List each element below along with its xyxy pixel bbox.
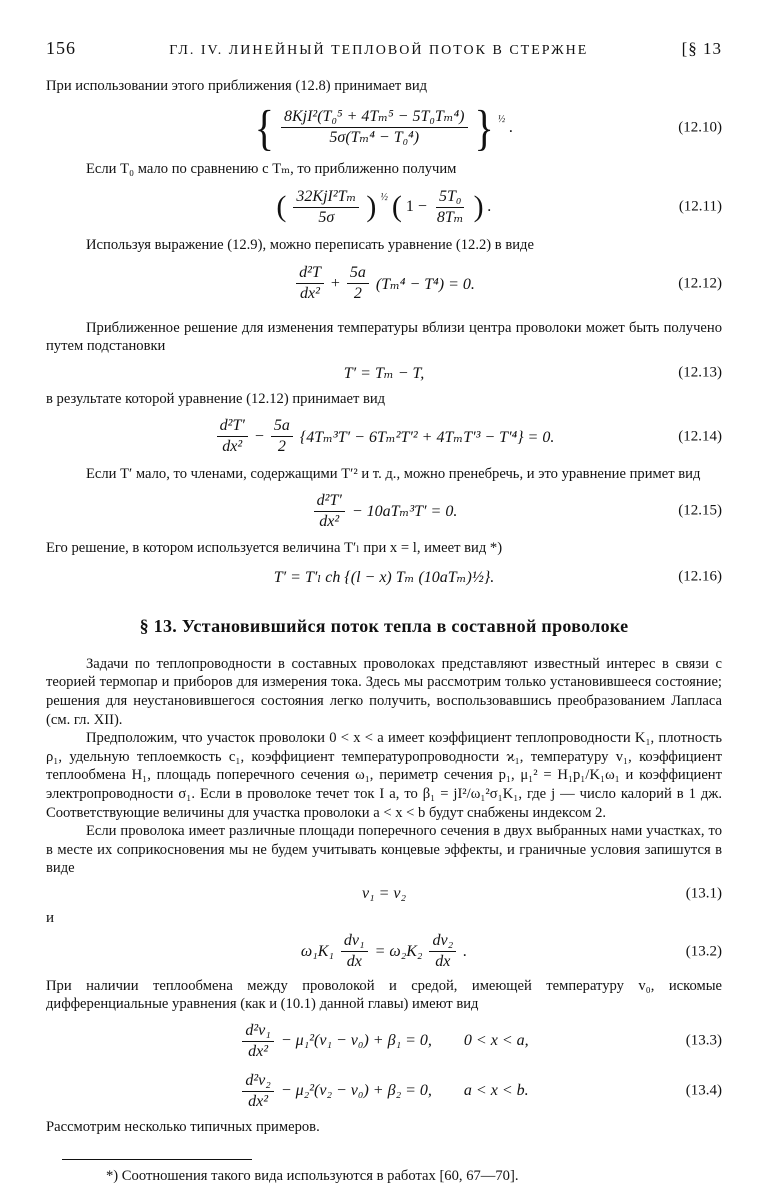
equation-12-10: { $\frac{\text{8KjI²(T₀⁵ + 4Tₘ⁵ − 5T₀Tₘ⁴)}}{\text{5σ(Tₘ⁴ − T₀⁴)}}$ } $^{\frac{1}{2}}$ . (12.10): [254, 98, 722, 156]
paragraph-8: Задачи по теплопроводности в составных проволоках представляют известный интерес в связи с теорией термопар и приборов для измерения тока. Здесь мы рассмотрим только установившееся состояние; решения для неустановившегося состояния легко получить, воспользовавшись преобразованием Лапласа (см. гл. XII).: [46, 655, 722, 728]
equation-number: (12.13): [678, 364, 722, 381]
paragraph-9: Предположим, что участок проволоки 0 < x < a имеет коэффициент теплопроводности K₁, плотность ρ₁, удельную теплоемкость c₁, коэффициент температуропроводности ϰ₁, температуру v₁, коэффициент теплообмена H₁, площадь поперечного сечения ω₁, периметр сечения p₁, μ₁² = H₁p₁/K₁ω₁ и коэффициент электропроводности σ₁. Если в проволоке течет ток I a, то β₁ = jI²/ω₁²σ₁K₁, где j — число калорий в 1 дж. Соответствующие величины для участка проволоки a < x < b будут снабжены индексом 2.: [46, 730, 722, 821]
equation-number: (12.15): [678, 502, 722, 519]
equation-12-11: ( $\frac{\text{32KjI²Tₘ}}{5\sigma}$ ) $^{\frac{1}{2}}$ ( 1 − $\frac{\text{5T₀}}{\text{8Tₘ}}$ ) . (12.11): [276, 187, 722, 226]
equation-12-15: $\frac{\text{d²T′}}{\text{dx²}}$ − 10aTₘ³T′ = 0. (12.15): [46, 487, 722, 535]
equation-number: (13.4): [685, 1082, 722, 1099]
equation-number: (12.16): [678, 568, 722, 585]
paragraph-10: Если проволока имеет различные площади поперечного сечения в двух выбранных нами участках, то в месте их соприкосновения мы не будем учитывать концевые эффекты, и граничные условия запишутся в виде: [46, 823, 722, 877]
equation-12-14: $\frac{\text{d²T′}}{\text{dx²}}$ − $\frac{5a}{2}$ {4Tₘ³T′ − 6Tₘ²T′² + 4TₘT′³ − T′⁴} = 0. (12.14): [46, 413, 722, 461]
paragraph-1: При использовании этого приближения (12.8) принимает вид: [46, 78, 428, 94]
equation-number: (13.1): [685, 885, 722, 902]
section-mark: [§ 13: [681, 39, 722, 58]
paragraph-2: Если T₀ мало по сравнению с Tₘ, то приближенно получим: [86, 160, 457, 177]
conjunction-and: и: [46, 909, 55, 926]
equation-12-12: $\frac{\text{d²T}}{\text{dx²}}$ + $\frac{5a}{2}$ (Tₘ⁴ − T⁴) = 0. (12.12): [46, 259, 722, 309]
paragraph-12: Рассмотрим несколько типичных примеров.: [46, 1119, 320, 1136]
footnote: *) Соотношения такого вида используются в работах [60, 67—70].: [106, 1167, 519, 1184]
paragraph-3: Используя выражение (12.9), можно переписать уравнение (12.2) в виде: [86, 237, 534, 254]
running-title: ГЛ. IV. ЛИНЕЙНЫЙ ТЕПЛОВОЙ ПОТОК В СТЕРЖНЕ: [169, 43, 589, 58]
page-header: [46, 38, 722, 59]
footnote-rule: [62, 1159, 252, 1160]
fraction: $\frac{\text{8KjI²(T₀⁵ + 4Tₘ⁵ − 5T₀Tₘ⁴)}}{\text{5σ(Tₘ⁴ − T₀⁴)}}$: [281, 108, 468, 147]
paragraph-5: в результате которой уравнение (12.12) принимает вид: [46, 390, 386, 407]
equation-13-1: v₁ = v₂ (13.1): [361, 884, 722, 902]
page-number: 156: [46, 38, 76, 58]
equation-12-16: T′ = T′ₗ ch {(l − x) Tₘ (10aTₘ)½}. (12.16): [273, 568, 722, 586]
paragraph-11: При наличии теплообмена между проволокой и средой, имеющей температуру v₀, искомые дифференциальные уравнения (как и (10.1) данной главы) имеют вид: [46, 977, 722, 1013]
equation-number: (12.11): [678, 198, 722, 215]
equation-number: (13.2): [685, 943, 722, 960]
paragraph-6: Если T′ мало, то членами, содержащими T′² и т. д., можно пренебречь, и это уравнение примет вид: [86, 465, 701, 482]
equation-13-2: ω₁K₁ $\frac{\text{dv₁}}{dx}$ = ω₂K₂ $\frac{\text{dv₂}}{dx}$ . (13.2): [300, 932, 722, 971]
paragraph-4: Приближенное решение для изменения температуры вблизи центра проволоки может быть получено путем подстановки: [46, 319, 722, 355]
equation-number: (12.12): [678, 275, 722, 292]
section-heading: § 13. Установившийся поток тепла в составной проволоке: [139, 615, 629, 636]
equation-12-13: T′ = Tₘ − T, (12.13): [343, 364, 722, 382]
equation-number: (13.3): [685, 1032, 722, 1049]
paragraph-7: Его решение, в котором используется величина T′ₗ при x = l, имеет вид *): [46, 540, 503, 557]
equation-13-3: $\frac{\text{d²v₁}}{\text{dx²}}$ − μ₁²(v₁ − v₀) + β₁ = 0, 0 < x < a, (13.3): [46, 1018, 722, 1064]
equation-number: (12.10): [678, 119, 722, 136]
equation-number: (12.14): [678, 428, 722, 445]
equation-13-4: $\frac{\text{d²v₂}}{\text{dx²}}$ − μ₂²(v₂ − v₀) + β₂ = 0, a < x < b. (13.4): [46, 1068, 722, 1114]
